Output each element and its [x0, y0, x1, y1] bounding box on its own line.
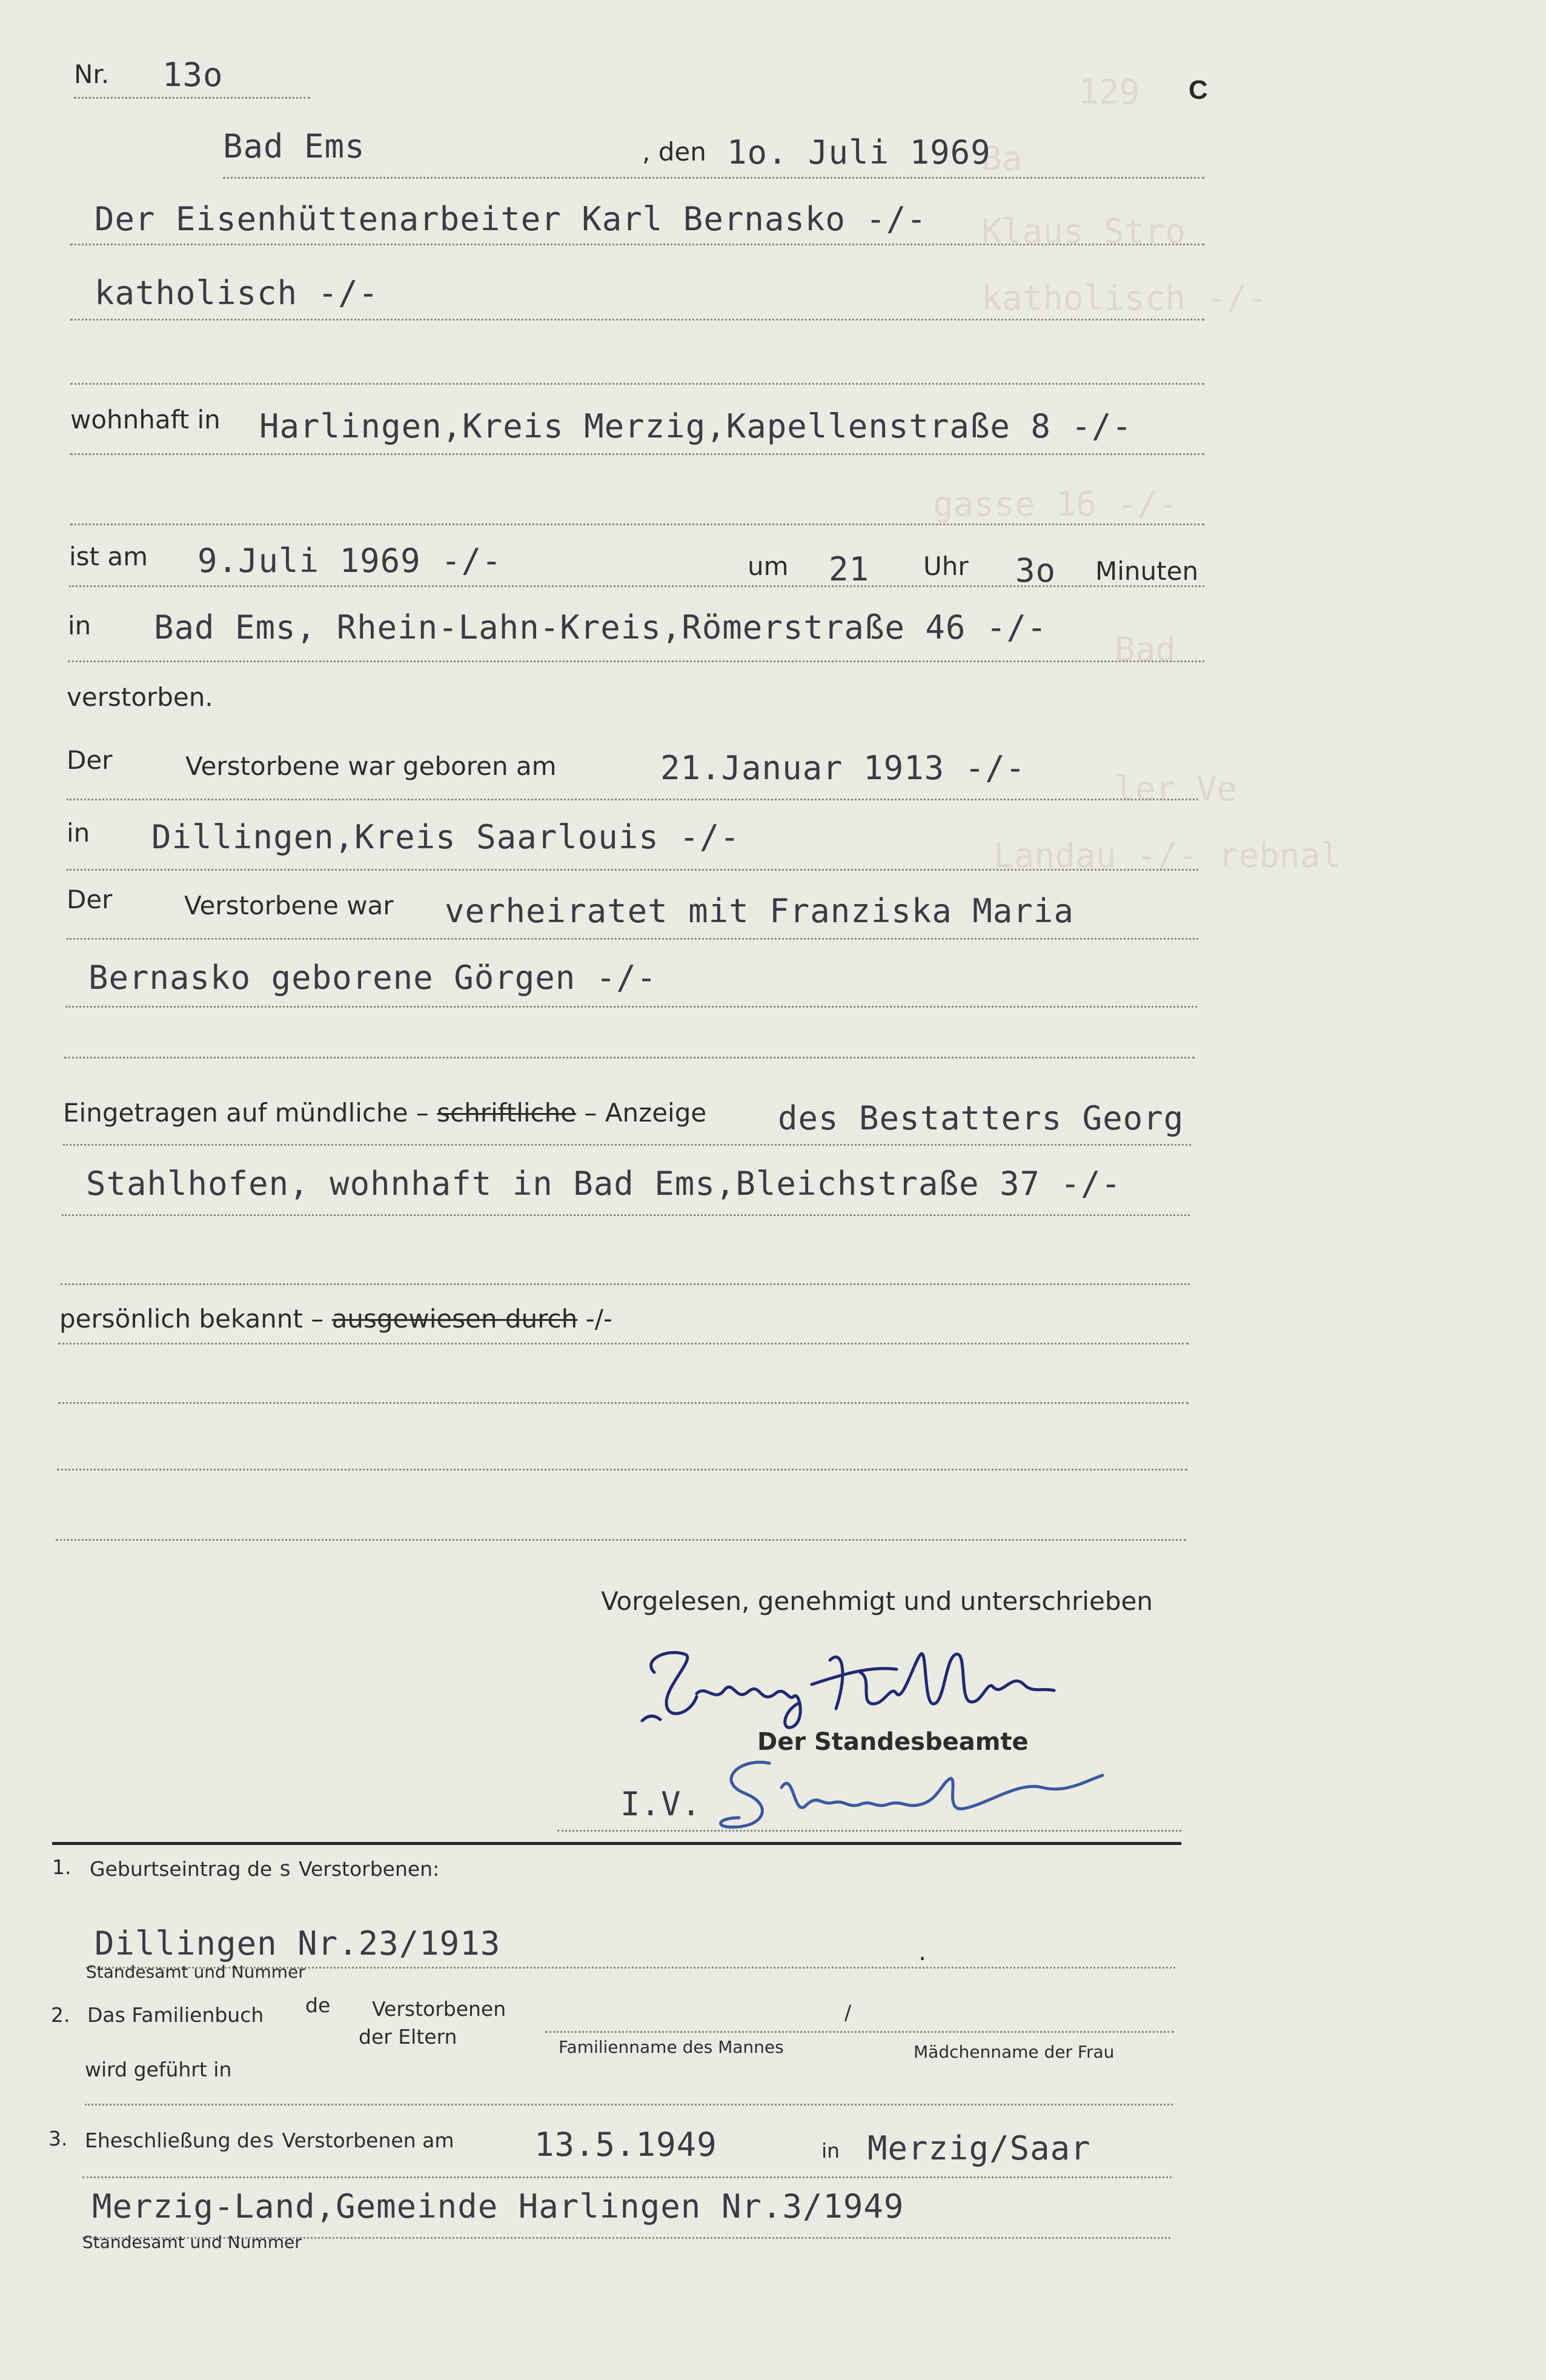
- registration-label-struck: schriftliche: [437, 1098, 577, 1128]
- residence-address: Harlingen,Kreis Merzig,Kapellenstraße 8 -/-: [259, 407, 1132, 445]
- marriage-entry-label-a: Eheschließung de: [85, 2129, 262, 2152]
- footnote-3-number: 3.: [48, 2127, 68, 2150]
- birth-label: Verstorbene war geboren am: [185, 751, 557, 781]
- registration-label-prefix: Eingetragen auf mündliche –: [63, 1098, 429, 1128]
- marriage-der-label: Der: [67, 885, 113, 914]
- marriage-entry-suffix: s: [262, 2128, 276, 2153]
- residence-label: wohnhaft in: [70, 405, 221, 434]
- signature-stroke: [642, 1652, 697, 1721]
- form-line: [70, 453, 1204, 455]
- bleed-through-text: Landau -/- rebnal: [994, 836, 1341, 876]
- informant-line1: des Bestatters Georg: [778, 1099, 1184, 1137]
- death-hour: 21: [829, 550, 870, 588]
- birth-entry-dot: .: [918, 1936, 927, 1966]
- marriage-registry-entry: Merzig-Land,Gemeinde Harlingen Nr.3/1949: [92, 2187, 904, 2225]
- birth-entry-caption: Standesamt und Nummer: [86, 1962, 305, 1982]
- form-line: [67, 799, 1198, 800]
- read-and-approved-text: Vorgelesen, genehmigt und unterschrieben: [601, 1586, 1153, 1616]
- family-book-de: de: [305, 1993, 331, 2017]
- marriage-place-label: in: [821, 2139, 840, 2162]
- form-line: [68, 660, 1204, 662]
- bleed-through-text: Klaus Stro: [981, 212, 1186, 251]
- signature-stroke: [812, 1654, 1054, 1709]
- footnote-1-number: 1.: [52, 1855, 71, 1879]
- form-line: [58, 1343, 1189, 1345]
- family-book-kept-in: wird geführt in: [85, 2058, 232, 2081]
- birth-entry-label-a: Geburtseintrag de: [90, 1857, 273, 1881]
- date-line: [223, 177, 1204, 179]
- husband-surname-caption: Familienname des Mannes: [559, 2037, 784, 2057]
- marriage-date: 13.5.1949: [534, 2126, 717, 2164]
- form-line: [69, 585, 1204, 587]
- marital-status-line2: Bernasko geborene Görgen -/-: [88, 959, 657, 997]
- birth-entry-suffix: s: [278, 1856, 293, 1881]
- form-line: [82, 2176, 1172, 2178]
- birth-place: Dillingen,Kreis Saarlouis -/-: [151, 818, 740, 856]
- marriage-entry-label: [85, 2128, 454, 2153]
- identity-label: [59, 1304, 612, 1334]
- corner-letter: C: [1189, 75, 1208, 105]
- record-number: 13o: [162, 56, 224, 94]
- birth-date: 21.Januar 1913 -/-: [660, 749, 1026, 787]
- identity-label-prefix: persönlich bekannt –: [59, 1304, 324, 1334]
- form-line: [67, 938, 1198, 940]
- date-label: , den: [642, 137, 706, 167]
- marriage-place: Merzig/Saar: [868, 2129, 1091, 2167]
- bleed-through-text: katholisch -/-: [981, 279, 1268, 318]
- registrar-signature: [703, 1745, 1115, 1842]
- deceased-name-line: Der Eisenhüttenarbeiter Karl Bernasko -/-: [95, 200, 927, 238]
- form-line: [57, 1469, 1187, 1471]
- registrar-title: Der Standesbeamte: [757, 1728, 1029, 1756]
- birth-place-label: in: [67, 818, 90, 848]
- died-label: verstorben.: [67, 682, 213, 712]
- footnote-2-number: 2.: [51, 2003, 70, 2027]
- religion: katholisch -/-: [95, 274, 379, 312]
- section-divider: [52, 1842, 1181, 1845]
- marital-status-line1: verheiratet mit Franziska Maria: [445, 892, 1074, 930]
- death-place: Bad Ems, Rhein-Lahn-Kreis,Römerstraße 46 -/-: [154, 608, 1047, 647]
- family-book-deceased: Verstorbenen: [372, 1997, 506, 2021]
- death-date-label: ist am: [69, 542, 148, 571]
- form-line: [70, 319, 1204, 321]
- marital-label: Verstorbene war: [184, 891, 394, 920]
- birth-der-label: Der: [67, 745, 113, 775]
- form-line: [85, 2104, 1173, 2106]
- marriage-entry-label-b: Verstorbenen am: [282, 2129, 454, 2152]
- bleed-through-text: Bad: [1115, 630, 1176, 670]
- form-line: [70, 383, 1204, 385]
- bleed-through-text: ler Ve: [1115, 770, 1238, 809]
- minutes-label: Minuten: [1095, 556, 1199, 586]
- form-line: [56, 1539, 1186, 1541]
- identity-label-struck: ausgewiesen durch: [331, 1304, 578, 1334]
- form-line: [61, 1283, 1190, 1285]
- registration-label: [63, 1098, 706, 1128]
- form-line: [62, 1214, 1190, 1216]
- registry-place: Bad Ems: [223, 127, 365, 165]
- form-line: [63, 1144, 1191, 1146]
- form-line: [70, 244, 1204, 245]
- bleed-through-text: Ba: [981, 139, 1023, 179]
- birth-entry-label-b: Verstorbenen:: [298, 1857, 440, 1881]
- informant-signature: [630, 1636, 1115, 1739]
- form-line: [70, 524, 1204, 525]
- registry-date: 1o. Juli 1969: [727, 133, 991, 171]
- record-number-label: Nr.: [74, 59, 110, 89]
- signature-stroke: [697, 1687, 800, 1727]
- family-book-slash: /: [844, 2001, 852, 2024]
- family-book-label: Das Familienbuch: [87, 2003, 264, 2027]
- bleed-through-text: 129: [1078, 73, 1140, 112]
- death-place-label: in: [68, 611, 91, 640]
- wife-maiden-name-caption: Mädchenname der Frau: [914, 2042, 1115, 2062]
- marriage-entry-caption: Standesamt und Nummer: [82, 2232, 302, 2252]
- birth-entry-label: [90, 1856, 439, 1881]
- registration-label-suffix: – Anzeige: [584, 1098, 707, 1128]
- form-line: [65, 1006, 1197, 1008]
- form-line: [67, 869, 1198, 871]
- deputy-label: I.V.: [620, 1785, 702, 1823]
- death-minutes: 3o: [1015, 551, 1057, 590]
- form-line: [545, 2031, 1174, 2033]
- form-line: [58, 1402, 1189, 1404]
- informant-line2: Stahlhofen, wohnhaft in Bad Ems,Bleichstraße 37 -/-: [86, 1165, 1122, 1203]
- hour-label: Uhr: [923, 551, 969, 581]
- bleed-through-text: gasse 16 -/-: [933, 485, 1178, 524]
- record-number-underline: [74, 97, 310, 99]
- time-label: um: [748, 551, 789, 581]
- family-book-parents: der Eltern: [359, 2025, 457, 2049]
- identity-value: -/-: [585, 1304, 613, 1334]
- signature-stroke: [721, 1762, 769, 1827]
- death-date: 9.Juli 1969 -/-: [197, 542, 502, 580]
- birth-entry-value: Dillingen Nr.23/1913: [95, 1924, 501, 1963]
- form-line: [64, 1057, 1195, 1059]
- signature-stroke: [781, 1775, 1103, 1809]
